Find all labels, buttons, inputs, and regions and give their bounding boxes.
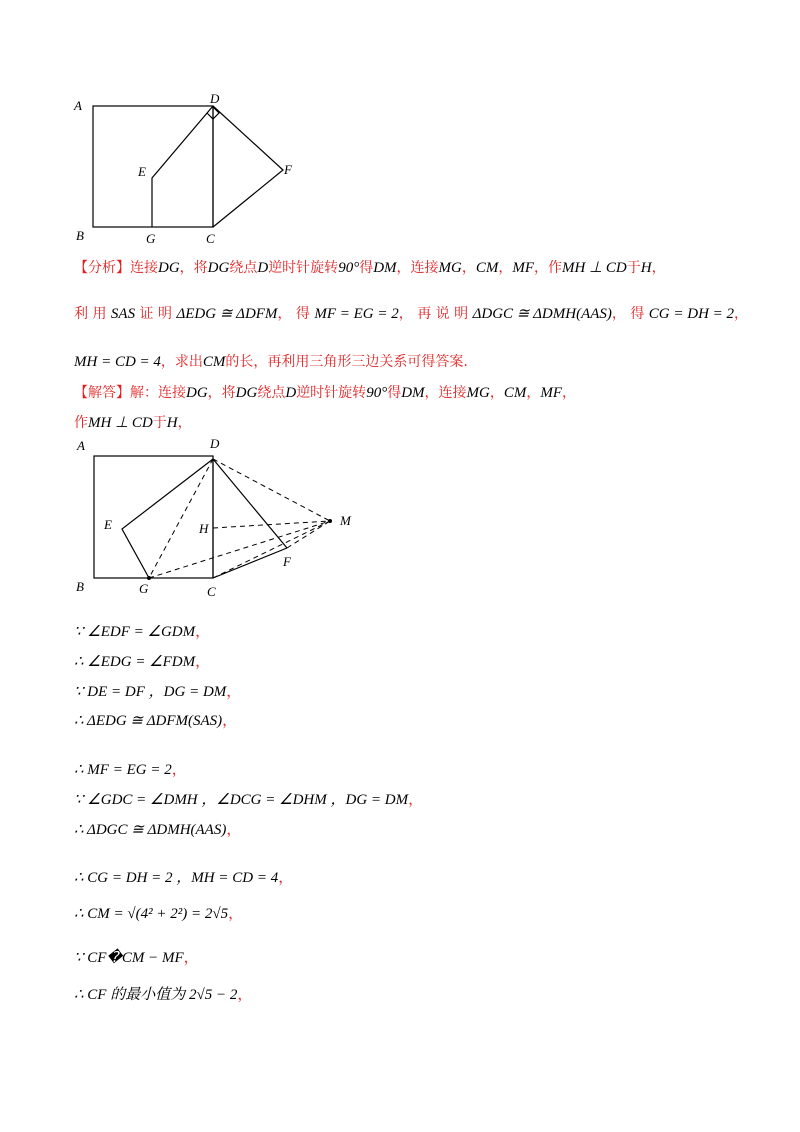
- analysis-line-1-run-11: MG: [438, 260, 462, 276]
- analysis-line-2-run-4: ， 得: [277, 306, 315, 322]
- analysis-line-1-run-19: H: [640, 260, 652, 276]
- answer-line-1-run-5: D: [285, 385, 297, 401]
- step-10: ∵ CF�CM − MF，: [74, 950, 199, 966]
- answer-line-2-run-1: MH ⊥ CD: [88, 415, 153, 431]
- analysis-line-1-run-4: 绕点: [229, 260, 258, 276]
- label-A: A: [74, 98, 82, 113]
- answer-line-1-run-9: DM: [401, 385, 425, 401]
- analysis-line-2-run-10: ，: [734, 306, 749, 322]
- answer-line-1-run-11: MG: [466, 385, 490, 401]
- step-11: ∴ CF 的最小值为 2√5 − 2，: [74, 987, 253, 1003]
- analysis-line-1-run-17: MH ⊥ CD: [562, 260, 627, 276]
- analysis-line-2-run-2: 证 明: [135, 306, 177, 322]
- analysis-line-1-run-14: ，: [498, 260, 513, 276]
- label-F: F: [284, 162, 292, 177]
- answer-line-1: [74, 382, 576, 402]
- answer-line-1-run-2: ，将: [207, 385, 236, 401]
- analysis-line-2-run-8: ， 得: [611, 306, 649, 322]
- answer-line-1-run-10: ，连接: [424, 385, 467, 401]
- step-7: ∴ ΔDGC ≅ ΔDMH(AAS)，: [74, 822, 242, 838]
- analysis-line-1-run-8: 得: [359, 260, 374, 276]
- label2-B: B: [76, 579, 84, 594]
- answer-line-2-run-4: ，: [177, 415, 192, 431]
- analysis-line-2-run-6: ， 再 说 明: [398, 306, 473, 322]
- label2-D: D: [210, 436, 220, 451]
- analysis-line-2-run-1: SAS: [110, 306, 136, 322]
- answer-line-1-run-3: DG: [235, 385, 258, 401]
- analysis-line-1-run-9: DM: [373, 260, 397, 276]
- analysis-tag: 【分析】: [74, 260, 130, 276]
- analysis-line-1-run-1: DG: [158, 260, 180, 276]
- analysis-line-2-run-3: ΔEDG ≅ ΔDFM: [176, 306, 278, 322]
- answer-tag: 【解答】: [74, 385, 130, 401]
- analysis-line-2-run-5: MF = EG = 2: [314, 306, 399, 322]
- step-4: ∴ ΔEDG ≅ ΔDFM(SAS)，: [74, 713, 238, 729]
- step-9: ∴ CM = √(4² + 2²) = 2√5，: [74, 906, 244, 922]
- analysis-line-1-run-7: 90°: [338, 260, 360, 276]
- answer-line-1-run-4: 绕点: [257, 385, 286, 401]
- analysis-line-1-run-13: CM: [475, 260, 499, 276]
- answer-line-1-run-8: 得: [387, 385, 402, 401]
- answer-line-2-run-0: 作: [74, 415, 88, 431]
- label2-H: H: [199, 521, 209, 536]
- step-6: ∵ ∠GDC = ∠DMH ，∠DCG = ∠DHM ，DG = DM，: [74, 792, 424, 808]
- answer-line-1-run-15: MF: [540, 385, 563, 401]
- analysis-line-2: [74, 303, 748, 323]
- analysis-line-3-run-1: ，求出: [160, 354, 203, 370]
- label2-M: M: [340, 513, 351, 528]
- answer-line-1-run-16: ，: [562, 385, 577, 401]
- label-E: E: [138, 164, 146, 179]
- step-8: ∴ CG = DH = 2 ，MH = CD = 4，: [74, 870, 294, 886]
- analysis-line-3-run-2: CM: [202, 354, 226, 370]
- step-5: ∴ MF = EG = 2，: [74, 762, 187, 778]
- figure-2: [60, 430, 380, 600]
- step-3: ∵ DE = DF ，DG = DM，: [74, 684, 242, 700]
- label-C: C: [206, 231, 215, 246]
- label2-C: C: [207, 584, 216, 599]
- answer-line-1-run-1: DG: [186, 385, 208, 401]
- answer-line-1-run-13: CM: [503, 385, 527, 401]
- analysis-line-2-run-7: ΔDGC ≅ ΔDMH(AAS): [472, 306, 612, 322]
- answer-line-1-run-14: ，: [526, 385, 541, 401]
- label-D: D: [210, 91, 220, 106]
- analysis-line-1-run-5: D: [257, 260, 269, 276]
- label-B: B: [76, 228, 84, 243]
- answer-line-1-run-12: ，: [489, 385, 504, 401]
- answer-line-1-run-6: 逆时针旋转: [296, 385, 367, 401]
- answer-line-1-run-0: 解：连接: [130, 385, 186, 401]
- analysis-line-1: [74, 257, 666, 277]
- analysis-line-3-run-3: 的长，再利用三角形三边关系可得答案.: [225, 354, 468, 370]
- analysis-line-1-run-18: 于: [626, 260, 641, 276]
- label2-A: A: [77, 438, 85, 453]
- answer-line-2: [74, 412, 192, 432]
- analysis-line-1-run-3: DG: [207, 260, 230, 276]
- analysis-line-1-run-16: ，作: [534, 260, 563, 276]
- answer-line-2-run-2: 于: [152, 415, 167, 431]
- analysis-line-1-run-20: ，: [651, 260, 666, 276]
- figure-1: [60, 90, 310, 250]
- step-2: ∴ ∠EDG = ∠FDM，: [74, 654, 211, 670]
- analysis-line-1-run-10: ，连接: [396, 260, 439, 276]
- analysis-line-1-run-0: 连接: [130, 260, 158, 276]
- label2-E: E: [104, 517, 112, 532]
- answer-line-2-run-3: H: [166, 415, 178, 431]
- answer-line-1-run-7: 90°: [366, 385, 388, 401]
- analysis-line-3: [74, 351, 468, 371]
- analysis-line-1-run-15: MF: [512, 260, 535, 276]
- analysis-line-1-run-2: ，将: [179, 260, 208, 276]
- analysis-line-2-run-9: CG = DH = 2: [648, 306, 735, 322]
- analysis-line-1-run-6: 逆时针旋转: [268, 260, 339, 276]
- label2-F: F: [283, 554, 291, 569]
- label-G: G: [146, 231, 156, 246]
- analysis-line-2-run-0: 利 用: [74, 306, 111, 322]
- step-1: ∵ ∠EDF = ∠GDM，: [74, 624, 211, 640]
- analysis-line-1-run-12: ，: [461, 260, 476, 276]
- analysis-line-3-run-0: MH = CD = 4: [74, 354, 161, 370]
- label2-G: G: [139, 581, 149, 596]
